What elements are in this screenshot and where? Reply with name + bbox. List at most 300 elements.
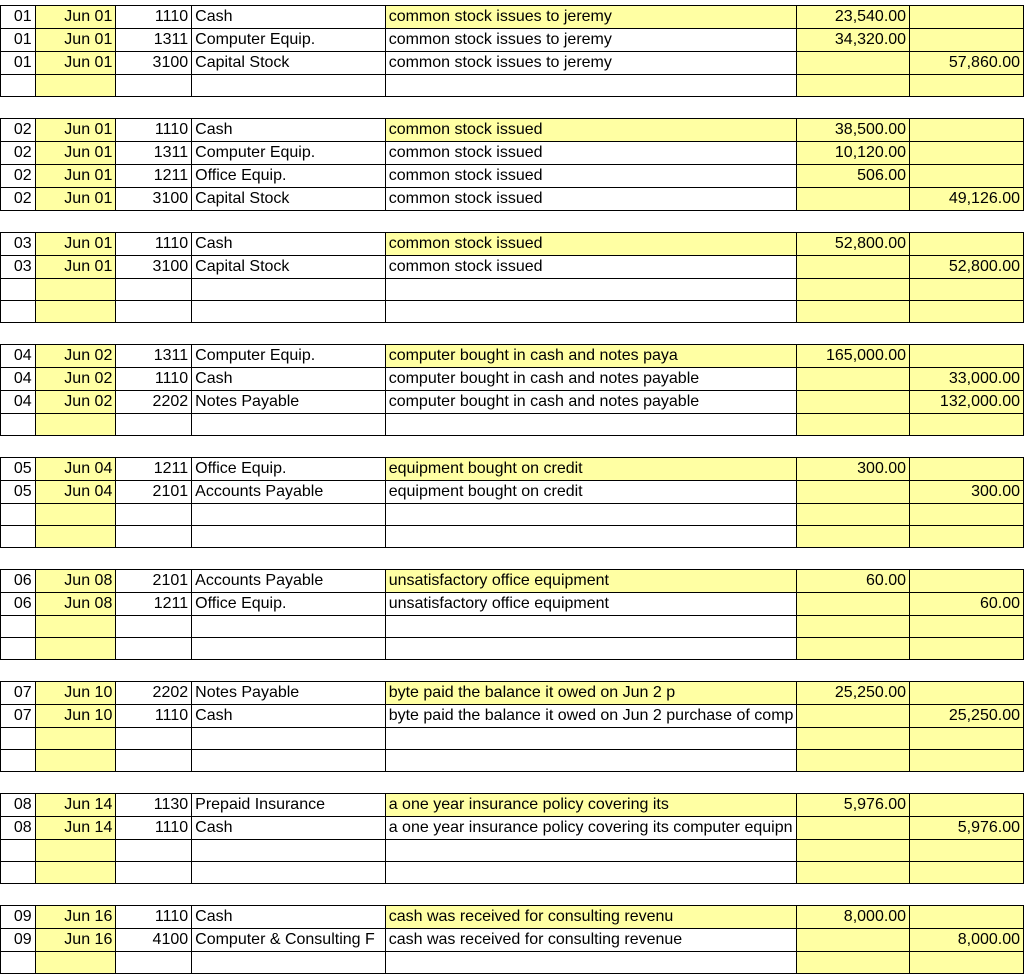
debit-cell[interactable] (797, 29, 910, 52)
debit-cell[interactable] (797, 119, 910, 142)
credit-cell[interactable] (910, 119, 1024, 142)
account-number-cell[interactable] (116, 794, 192, 817)
debit-cell[interactable] (797, 345, 910, 368)
credit-cell[interactable] (910, 75, 1024, 97)
separator-cell (1, 436, 1024, 458)
account-title-cell[interactable] (192, 682, 386, 705)
date-cell[interactable] (35, 165, 116, 188)
debit-cell[interactable] (797, 794, 910, 817)
credit-cell[interactable] (910, 52, 1024, 75)
debit-cell[interactable] (797, 414, 910, 436)
debit-cell[interactable] (797, 750, 910, 772)
account-title-cell[interactable] (192, 526, 386, 548)
account-title-cell[interactable] (192, 952, 386, 974)
debit-cell[interactable] (797, 75, 910, 97)
account-title-cell[interactable] (192, 188, 386, 211)
entry-number-cell[interactable] (1, 616, 36, 638)
account-number-cell[interactable] (116, 256, 192, 279)
date-cell[interactable] (35, 368, 116, 391)
credit-cell[interactable] (910, 526, 1024, 548)
date-cell[interactable] (35, 840, 116, 862)
debit-cell[interactable] (797, 817, 910, 840)
entry-number-cell[interactable] (1, 481, 36, 504)
date-cell[interactable] (35, 794, 116, 817)
account-number-cell[interactable] (116, 929, 192, 952)
date-cell[interactable] (35, 570, 116, 593)
account-number-cell[interactable] (116, 391, 192, 414)
account-title-cell[interactable] (192, 638, 386, 660)
credit-cell[interactable] (910, 279, 1024, 301)
account-number-cell[interactable] (116, 75, 192, 97)
account-number-cell[interactable] (116, 414, 192, 436)
description-cell[interactable] (385, 952, 797, 974)
debit-cell[interactable] (797, 952, 910, 974)
credit-cell[interactable] (910, 414, 1024, 436)
description-cell[interactable] (385, 256, 797, 279)
entry-number-cell[interactable] (1, 929, 36, 952)
credit-cell[interactable] (910, 794, 1024, 817)
credit-cell[interactable] (910, 638, 1024, 660)
credit-cell[interactable] (910, 616, 1024, 638)
debit-cell[interactable] (797, 906, 910, 929)
date-cell[interactable] (35, 906, 116, 929)
date-cell[interactable] (35, 75, 116, 97)
date-cell[interactable] (35, 6, 116, 29)
credit-cell[interactable] (910, 840, 1024, 862)
date-cell[interactable] (35, 750, 116, 772)
separator-cell (1, 97, 1024, 119)
date-cell[interactable] (35, 526, 116, 548)
description-cell[interactable] (385, 616, 797, 638)
entry-number-cell[interactable] (1, 301, 36, 323)
account-title-cell[interactable] (192, 75, 386, 97)
account-number-text: 3100 (152, 54, 189, 71)
account-number-cell[interactable] (116, 817, 192, 840)
account-title-cell[interactable] (192, 593, 386, 616)
date-cell[interactable] (35, 817, 116, 840)
credit-cell[interactable] (910, 142, 1024, 165)
description-cell[interactable] (385, 481, 797, 504)
account-number-cell[interactable] (116, 368, 192, 391)
blank-row (1, 414, 1024, 436)
credit-cell[interactable] (910, 165, 1024, 188)
date-cell[interactable] (35, 929, 116, 952)
description-text: a one year insurance policy covering its (388, 796, 669, 813)
credit-cell[interactable] (910, 682, 1024, 705)
entry-number-cell[interactable] (1, 142, 36, 165)
account-title-cell[interactable] (192, 794, 386, 817)
date-text: Jun 01 (64, 167, 113, 184)
account-title-cell[interactable] (192, 391, 386, 414)
entry-number-cell[interactable] (1, 570, 36, 593)
debit-cell[interactable] (797, 705, 910, 728)
account-number-cell[interactable] (116, 504, 192, 526)
credit-cell[interactable] (910, 862, 1024, 884)
group-separator (1, 660, 1024, 682)
entry-number-text: 05 (13, 460, 32, 477)
debit-cell[interactable] (797, 504, 910, 526)
account-title-cell[interactable] (192, 142, 386, 165)
account-number-text: 4100 (152, 931, 189, 948)
debit-cell[interactable] (797, 593, 910, 616)
description-cell[interactable] (385, 279, 797, 301)
credit-cell[interactable] (910, 301, 1024, 323)
credit-cell[interactable] (910, 368, 1024, 391)
debit-text: 25,250.00 (834, 684, 907, 701)
date-cell[interactable] (35, 593, 116, 616)
description-cell[interactable] (385, 52, 797, 75)
account-number-cell[interactable] (116, 165, 192, 188)
debit-cell[interactable] (797, 142, 910, 165)
description-cell[interactable] (385, 728, 797, 750)
description-cell[interactable] (385, 414, 797, 436)
date-cell[interactable] (35, 279, 116, 301)
entry-number-cell[interactable] (1, 504, 36, 526)
description-cell[interactable] (385, 840, 797, 862)
account-title-cell[interactable] (192, 862, 386, 884)
debit-cell[interactable] (797, 279, 910, 301)
description-cell[interactable] (385, 188, 797, 211)
credit-cell[interactable] (910, 345, 1024, 368)
description-cell[interactable] (385, 504, 797, 526)
account-title-cell[interactable] (192, 368, 386, 391)
description-cell[interactable] (385, 929, 797, 952)
entry-number-cell[interactable] (1, 817, 36, 840)
account-title-cell[interactable] (192, 929, 386, 952)
description-cell[interactable] (385, 6, 797, 29)
entry-number-cell[interactable] (1, 638, 36, 660)
date-cell[interactable] (35, 638, 116, 660)
date-cell[interactable] (35, 345, 116, 368)
blank-row (1, 638, 1024, 660)
entry-number-text: 07 (13, 707, 32, 724)
debit-text: 34,320.00 (834, 31, 907, 48)
account-title-cell[interactable] (192, 119, 386, 142)
description-text: byte paid the balance it owed on Jun 2 p (388, 684, 676, 701)
blank-row (1, 75, 1024, 97)
journal-row (1, 593, 1024, 616)
debit-text: 300.00 (857, 460, 907, 477)
account-number-cell[interactable] (116, 705, 192, 728)
credit-cell[interactable] (910, 593, 1024, 616)
date-cell[interactable] (35, 256, 116, 279)
account-title-cell[interactable] (192, 750, 386, 772)
date-cell[interactable] (35, 188, 116, 211)
description-cell[interactable] (385, 29, 797, 52)
account-title-cell[interactable] (192, 705, 386, 728)
account-number-cell[interactable] (116, 142, 192, 165)
entry-number-text: 03 (13, 258, 32, 275)
date-cell[interactable] (35, 301, 116, 323)
account-title-text: Office Equip. (195, 167, 287, 184)
entry-number-cell[interactable] (1, 233, 36, 256)
blank-row (1, 728, 1024, 750)
date-cell[interactable] (35, 414, 116, 436)
description-cell[interactable] (385, 119, 797, 142)
account-title-cell[interactable] (192, 616, 386, 638)
description-cell[interactable] (385, 750, 797, 772)
account-number-cell[interactable] (116, 862, 192, 884)
entry-number-cell[interactable] (1, 840, 36, 862)
separator-cell (1, 884, 1024, 906)
debit-cell[interactable] (797, 862, 910, 884)
account-number-cell[interactable] (116, 481, 192, 504)
date-text: Jun 01 (64, 31, 113, 48)
debit-cell[interactable] (797, 6, 910, 29)
debit-cell[interactable] (797, 638, 910, 660)
entry-number-cell[interactable] (1, 75, 36, 97)
date-cell[interactable] (35, 728, 116, 750)
entry-number-cell[interactable] (1, 119, 36, 142)
account-number-text: 3100 (152, 258, 189, 275)
credit-cell[interactable] (910, 504, 1024, 526)
account-number-cell[interactable] (116, 233, 192, 256)
date-cell[interactable] (35, 682, 116, 705)
account-title-cell[interactable] (192, 906, 386, 929)
date-text: Jun 16 (64, 908, 113, 925)
entry-number-cell[interactable] (1, 862, 36, 884)
entry-number-text: 03 (13, 235, 32, 252)
date-cell[interactable] (35, 952, 116, 974)
entry-number-cell[interactable] (1, 29, 36, 52)
date-cell[interactable] (35, 119, 116, 142)
description-text: common stock issues to jeremy (388, 31, 612, 48)
debit-cell[interactable] (797, 391, 910, 414)
account-title-cell[interactable] (192, 414, 386, 436)
credit-cell[interactable] (910, 256, 1024, 279)
credit-cell[interactable] (910, 728, 1024, 750)
journal-row (1, 794, 1024, 817)
account-number-cell[interactable] (116, 728, 192, 750)
debit-cell[interactable] (797, 233, 910, 256)
journal-row (1, 570, 1024, 593)
description-cell[interactable] (385, 570, 797, 593)
account-number-cell[interactable] (116, 570, 192, 593)
debit-cell[interactable] (797, 616, 910, 638)
account-number-cell[interactable] (116, 638, 192, 660)
entry-number-cell[interactable] (1, 6, 36, 29)
date-cell[interactable] (35, 616, 116, 638)
entry-number-cell[interactable] (1, 345, 36, 368)
entry-number-cell[interactable] (1, 794, 36, 817)
description-cell[interactable] (385, 142, 797, 165)
description-cell[interactable] (385, 794, 797, 817)
account-number-cell[interactable] (116, 750, 192, 772)
description-cell[interactable] (385, 391, 797, 414)
credit-text: 132,000.00 (939, 393, 1020, 410)
entry-number-cell[interactable] (1, 188, 36, 211)
account-title-cell[interactable] (192, 481, 386, 504)
description-cell[interactable] (385, 75, 797, 97)
group-separator (1, 211, 1024, 233)
account-number-cell[interactable] (116, 52, 192, 75)
date-text: Jun 01 (64, 190, 113, 207)
debit-cell[interactable] (797, 728, 910, 750)
journal-row (1, 165, 1024, 188)
debit-cell[interactable] (797, 188, 910, 211)
date-cell[interactable] (35, 862, 116, 884)
account-number-cell[interactable] (116, 29, 192, 52)
account-title-cell[interactable] (192, 728, 386, 750)
account-title-cell[interactable] (192, 279, 386, 301)
debit-cell[interactable] (797, 256, 910, 279)
entry-number-cell[interactable] (1, 256, 36, 279)
date-text: Jun 10 (64, 684, 113, 701)
entry-number-cell[interactable] (1, 279, 36, 301)
description-cell[interactable] (385, 458, 797, 481)
debit-cell[interactable] (797, 570, 910, 593)
account-title-cell[interactable] (192, 504, 386, 526)
debit-cell[interactable] (797, 840, 910, 862)
account-title-cell[interactable] (192, 29, 386, 52)
credit-text: 49,126.00 (948, 190, 1020, 207)
date-text: Jun 08 (64, 572, 113, 589)
description-cell[interactable] (385, 526, 797, 548)
account-number-cell[interactable] (116, 6, 192, 29)
account-title-cell[interactable] (192, 840, 386, 862)
entry-number-cell[interactable] (1, 391, 36, 414)
date-cell[interactable] (35, 705, 116, 728)
entry-number-cell[interactable] (1, 750, 36, 772)
credit-cell[interactable] (910, 233, 1024, 256)
account-title-cell[interactable] (192, 301, 386, 323)
debit-cell[interactable] (797, 526, 910, 548)
description-cell[interactable] (385, 593, 797, 616)
entry-number-cell[interactable] (1, 705, 36, 728)
account-title-cell[interactable] (192, 817, 386, 840)
description-cell[interactable] (385, 705, 797, 728)
account-title-cell[interactable] (192, 165, 386, 188)
debit-cell[interactable] (797, 929, 910, 952)
credit-cell[interactable] (910, 929, 1024, 952)
credit-cell[interactable] (910, 952, 1024, 974)
credit-cell[interactable] (910, 458, 1024, 481)
account-title-cell[interactable] (192, 458, 386, 481)
credit-cell[interactable] (910, 817, 1024, 840)
entry-number-cell[interactable] (1, 906, 36, 929)
entry-number-cell[interactable] (1, 593, 36, 616)
account-title-text: Cash (195, 235, 233, 252)
entry-number-cell[interactable] (1, 52, 36, 75)
debit-cell[interactable] (797, 301, 910, 323)
credit-cell[interactable] (910, 570, 1024, 593)
entry-number-cell[interactable] (1, 414, 36, 436)
entry-number-cell[interactable] (1, 458, 36, 481)
account-title-cell[interactable] (192, 233, 386, 256)
debit-cell[interactable] (797, 682, 910, 705)
debit-cell[interactable] (797, 165, 910, 188)
credit-cell[interactable] (910, 750, 1024, 772)
account-number-cell[interactable] (116, 345, 192, 368)
entry-number-text: 06 (13, 595, 32, 612)
journal-row (1, 458, 1024, 481)
debit-text: 506.00 (857, 167, 907, 184)
account-title-text: Cash (195, 819, 233, 836)
account-number-cell[interactable] (116, 301, 192, 323)
account-number-cell[interactable] (116, 682, 192, 705)
entry-number-cell[interactable] (1, 526, 36, 548)
debit-cell[interactable] (797, 458, 910, 481)
entry-number-cell[interactable] (1, 368, 36, 391)
debit-cell[interactable] (797, 481, 910, 504)
group-separator (1, 884, 1024, 906)
blank-row (1, 616, 1024, 638)
journal-body (1, 6, 1024, 974)
entry-number-cell[interactable] (1, 682, 36, 705)
credit-cell[interactable] (910, 906, 1024, 929)
account-number-cell[interactable] (116, 279, 192, 301)
account-number-cell[interactable] (116, 952, 192, 974)
description-cell[interactable] (385, 682, 797, 705)
credit-cell[interactable] (910, 188, 1024, 211)
account-number-cell[interactable] (116, 188, 192, 211)
credit-cell[interactable] (910, 6, 1024, 29)
date-cell[interactable] (35, 142, 116, 165)
date-cell[interactable] (35, 52, 116, 75)
entry-number-text: 04 (13, 370, 32, 387)
description-cell[interactable] (385, 233, 797, 256)
account-title-cell[interactable] (192, 345, 386, 368)
date-cell[interactable] (35, 481, 116, 504)
account-title-cell[interactable] (192, 52, 386, 75)
description-text: common stock issued (388, 258, 543, 275)
account-number-cell[interactable] (116, 840, 192, 862)
date-cell[interactable] (35, 458, 116, 481)
credit-cell[interactable] (910, 705, 1024, 728)
description-cell[interactable] (385, 817, 797, 840)
account-title-cell[interactable] (192, 570, 386, 593)
description-text: common stock issued (388, 167, 543, 184)
debit-cell[interactable] (797, 52, 910, 75)
entry-number-cell[interactable] (1, 952, 36, 974)
debit-cell[interactable] (797, 368, 910, 391)
entry-number-cell[interactable] (1, 165, 36, 188)
date-cell[interactable] (35, 504, 116, 526)
description-cell[interactable] (385, 368, 797, 391)
account-number-text: 1110 (154, 819, 189, 836)
account-title-cell[interactable] (192, 6, 386, 29)
description-cell[interactable] (385, 638, 797, 660)
description-cell[interactable] (385, 345, 797, 368)
date-cell[interactable] (35, 233, 116, 256)
separator-cell (1, 548, 1024, 570)
entry-number-text: 05 (13, 483, 32, 500)
date-cell[interactable] (35, 29, 116, 52)
description-cell[interactable] (385, 862, 797, 884)
entry-number-cell[interactable] (1, 728, 36, 750)
account-number-cell[interactable] (116, 616, 192, 638)
account-number-cell[interactable] (116, 593, 192, 616)
date-cell[interactable] (35, 391, 116, 414)
account-number-cell[interactable] (116, 906, 192, 929)
description-cell[interactable] (385, 165, 797, 188)
credit-cell[interactable] (910, 481, 1024, 504)
description-cell[interactable] (385, 906, 797, 929)
account-number-cell[interactable] (116, 119, 192, 142)
account-title-text: Notes Payable (195, 684, 300, 701)
description-text: computer bought in cash and notes payable (388, 370, 700, 387)
description-cell[interactable] (385, 301, 797, 323)
entry-number-text: 04 (13, 347, 32, 364)
entry-number-text: 08 (13, 819, 32, 836)
account-title-cell[interactable] (192, 256, 386, 279)
account-number-cell[interactable] (116, 526, 192, 548)
credit-cell[interactable] (910, 29, 1024, 52)
entry-number-text: 08 (13, 796, 32, 813)
debit-text: 60.00 (866, 572, 907, 589)
credit-cell[interactable] (910, 391, 1024, 414)
account-number-cell[interactable] (116, 458, 192, 481)
